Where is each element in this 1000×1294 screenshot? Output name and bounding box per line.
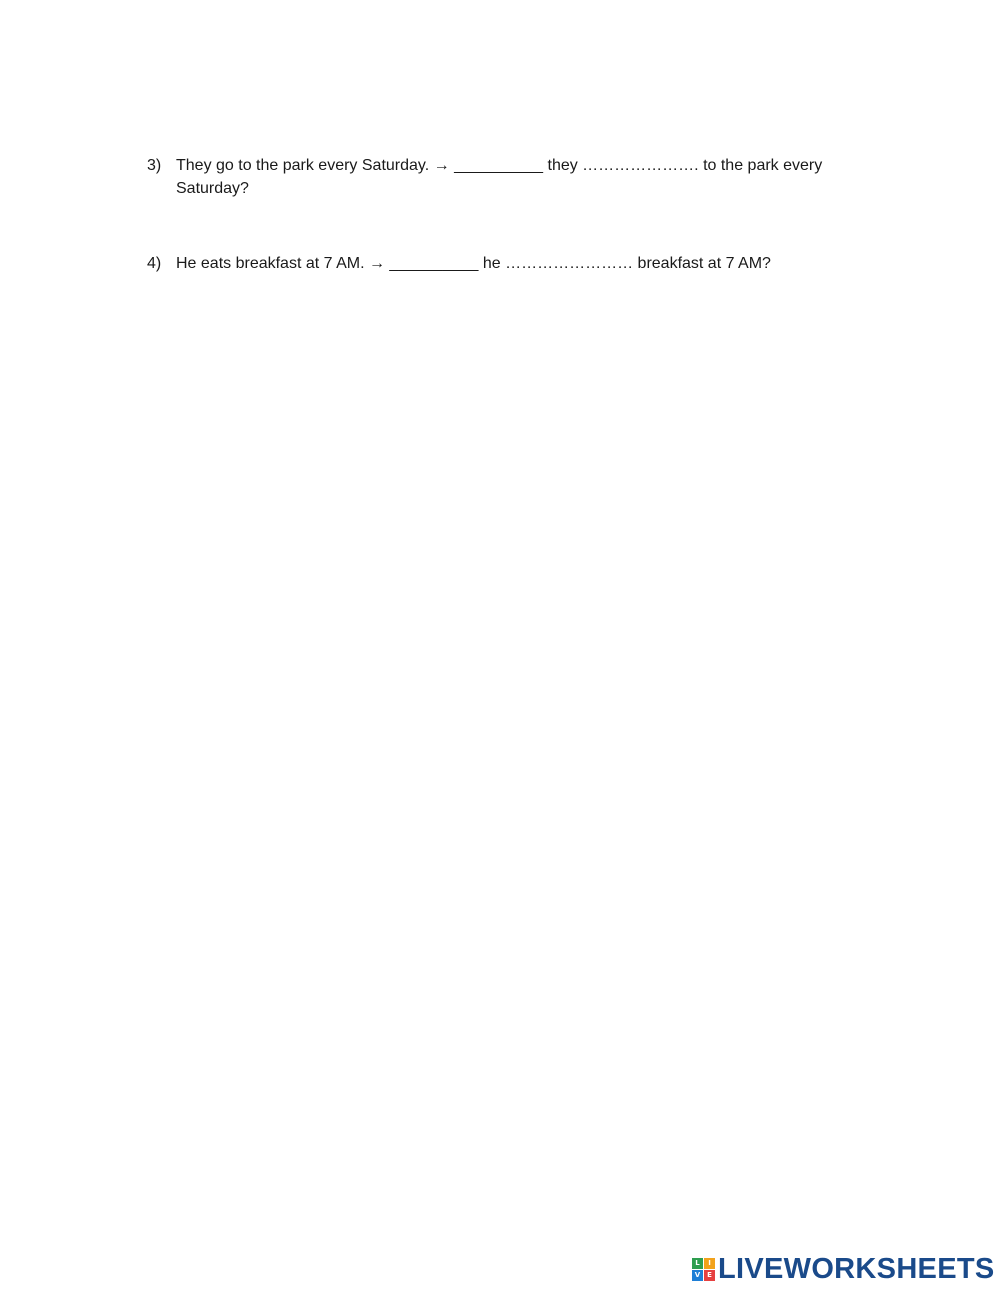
logo-block: I [704, 1258, 715, 1269]
logo-blocks-icon [692, 1258, 715, 1281]
logo-block: L [692, 1258, 703, 1269]
liveworksheets-logo [692, 1253, 995, 1285]
question-text: They go to the park every Saturday. → __________ they …………………. to the park every Saturday? [176, 157, 823, 197]
logo-block: V [692, 1270, 703, 1281]
question-number: 4) [147, 255, 162, 272]
question-text: He eats breakfast at 7 AM. → __________ he …………………… breakfast at 7 AM? [176, 255, 771, 272]
logo-wordmark: LIVEWORKSHEETS [718, 1252, 995, 1285]
question-3 [147, 154, 847, 200]
question-number: 3) [147, 157, 162, 174]
logo-block: E [704, 1270, 715, 1281]
question-4 [147, 252, 847, 275]
